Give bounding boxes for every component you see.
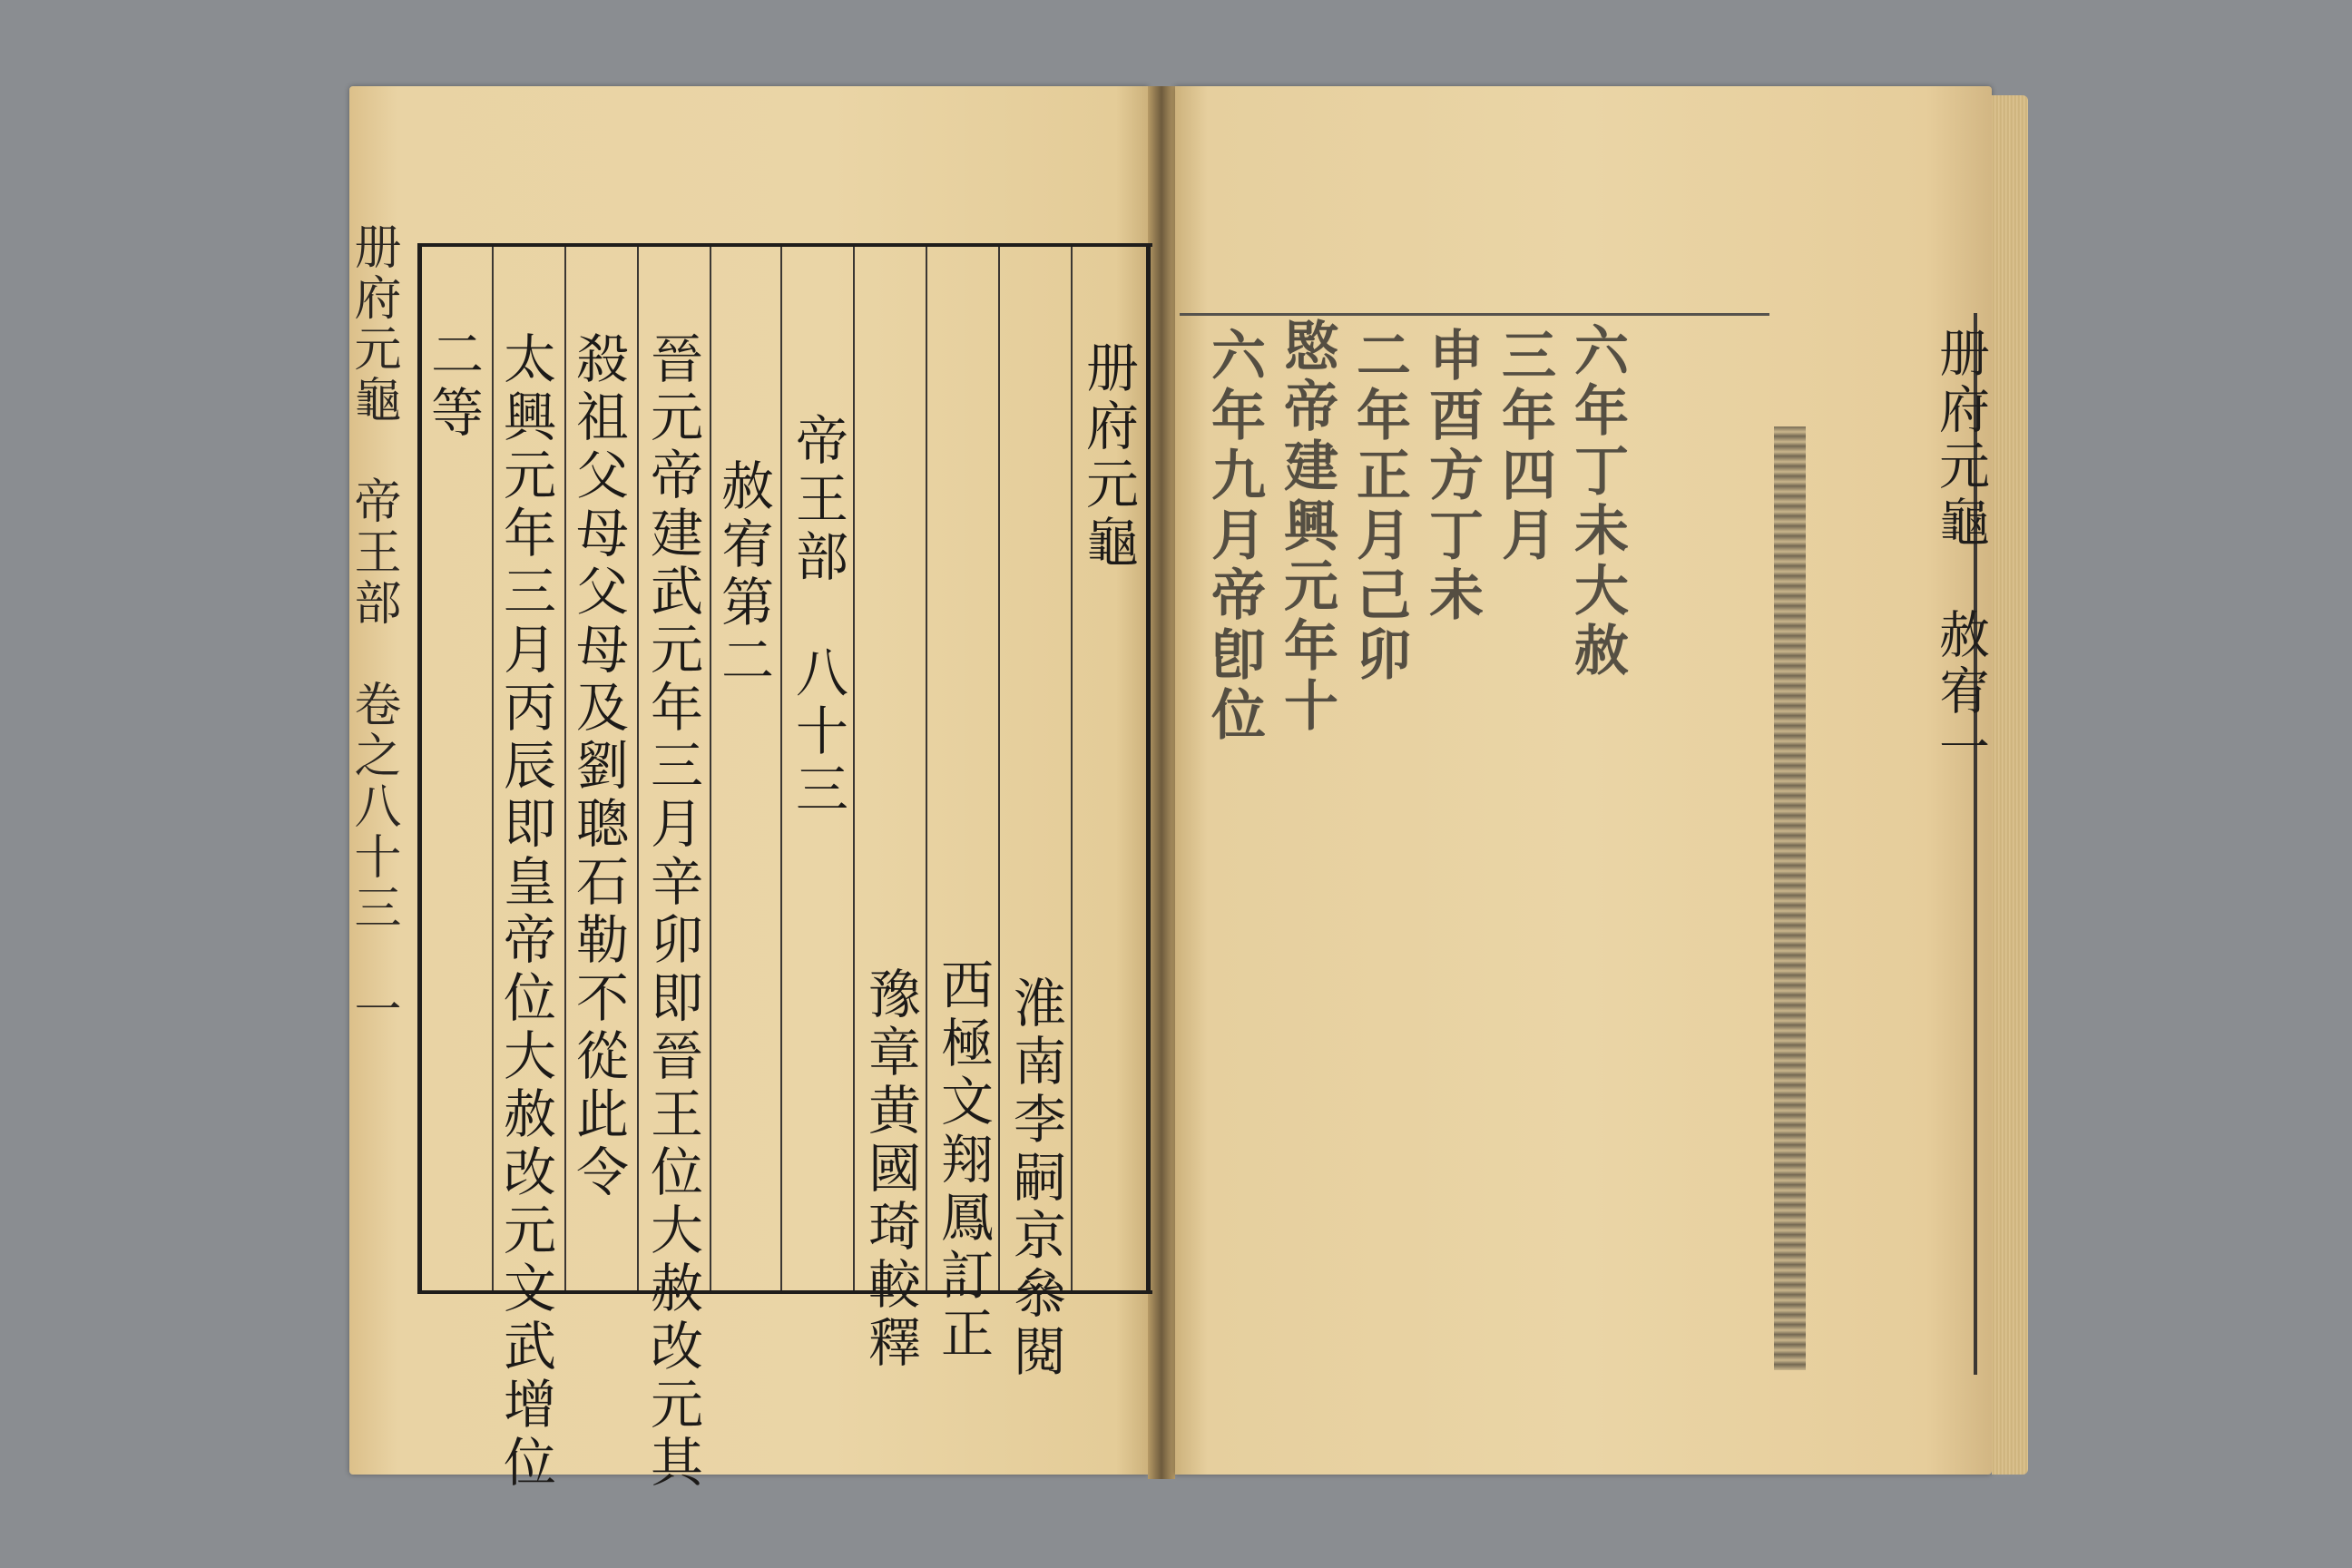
body-column-3: 太興元年三月丙辰即皇帝位大赦改元文武增位 bbox=[495, 331, 556, 1493]
frame-rule bbox=[637, 247, 639, 1290]
frame-rule bbox=[564, 247, 566, 1290]
frame-rule bbox=[1146, 247, 1151, 1290]
frame-rule bbox=[926, 247, 927, 1290]
editor-credit-3: 豫章黄國琦較釋 bbox=[859, 966, 921, 1373]
book-title: 册府元龜 bbox=[1077, 340, 1139, 573]
offset-column-4: 二年正月己卯 bbox=[1348, 327, 1411, 686]
ink-smudge bbox=[1774, 426, 1806, 1370]
offset-column-2: 三年四月 bbox=[1493, 327, 1556, 566]
offset-column-3: 申酉方丁未 bbox=[1420, 327, 1484, 626]
frame-rule bbox=[780, 247, 782, 1290]
body-column-2: 殺祖父母父母及劉聰石勒不從此令 bbox=[567, 331, 629, 1202]
chapter-subtitle: 赦宥第二 bbox=[712, 458, 774, 691]
section-title: 帝王部 八十三 bbox=[787, 413, 848, 819]
offset-column-1: 六年丁未大赦 bbox=[1565, 322, 1629, 681]
frame-rule bbox=[710, 247, 711, 1290]
frame-rule bbox=[998, 247, 1000, 1290]
left-margin-column: 册府元龜 帝王部 卷之八十三 一 bbox=[346, 222, 400, 1035]
frame-rule bbox=[492, 247, 494, 1290]
frame-rule bbox=[1071, 247, 1073, 1290]
page-edges bbox=[1992, 95, 2028, 1475]
editor-credit-1: 淮南李嗣京叅閱 bbox=[1004, 975, 1066, 1382]
offset-column-5: 愍帝建興元年十 bbox=[1275, 318, 1338, 737]
right-margin-column: 册府元龜 赦宥一 bbox=[1931, 327, 1990, 777]
body-column-4: 二等 bbox=[422, 327, 484, 443]
body-column-1: 晉元帝建武元年三月辛卯即晉王位大赦改元其 bbox=[642, 331, 703, 1493]
frame-rule bbox=[853, 247, 855, 1290]
editor-credit-2: 西極文翔鳳訂正 bbox=[932, 957, 994, 1364]
offset-column-6: 六年九月帝卽位 bbox=[1202, 327, 1266, 746]
